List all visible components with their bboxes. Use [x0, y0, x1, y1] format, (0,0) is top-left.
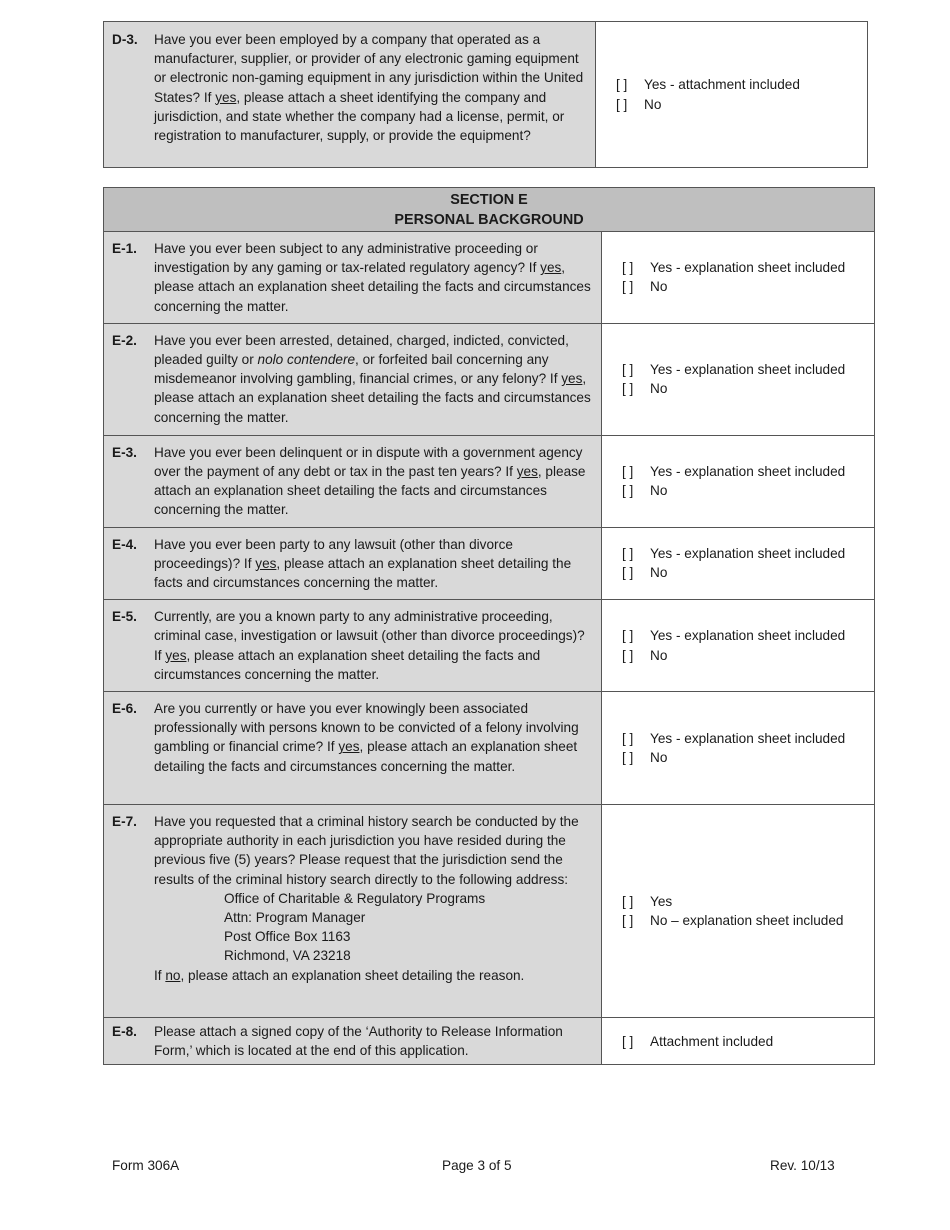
address-line: Attn: Program Manager	[224, 910, 366, 926]
option-yes-checkbox[interactable]: [ ] Yes - explanation sheet included	[622, 260, 846, 276]
answer-cell	[602, 805, 875, 1018]
option-attachment-checkbox[interactable]: [ ] Attachment included	[622, 1033, 774, 1049]
question-cell	[104, 527, 602, 600]
answer-cell	[602, 692, 875, 805]
question-text: Have you ever been subject to any administrative proceeding or investigation by any gaming or tax-related regulatory agency? If yes, please attach an explanation sheet detailing the facts and circumstances concerning the matter.	[154, 241, 591, 314]
question-number: E-4.	[112, 536, 137, 552]
option-no-checkbox[interactable]: [ ] No	[622, 565, 668, 581]
question-row-e2	[104, 323, 875, 435]
answer-cell	[596, 22, 868, 168]
answer-cell	[602, 1018, 875, 1065]
question-row-e4	[104, 527, 875, 600]
option-no-checkbox[interactable]: [ ] No	[622, 279, 668, 295]
question-text-intro: Have you requested that a criminal history search be conducted by the appropriate authority in each jurisdiction you have resided during the previous five (5) years? Please request that the jurisdiction send the results of the criminal history search directly to the following address:	[154, 814, 579, 887]
question-text: Are you currently or have you ever knowingly been associated professionally with persons known to be convicted of a felony involving gambling or financial crime? If yes, please attach an explanation sheet detailing the facts and circumstances concerning the matter.	[154, 701, 579, 774]
question-text: Have you ever been employed by a company that operated as a manufacturer, supplier, or provider of any electronic gaming equipment or electronic non-gaming equipment in any jurisdiction within the United States? If yes, please attach a sheet identifying the company and jurisdiction, and state whether the company had a license, permit, or registration to manufacturer, supply, or provide the equipment?	[154, 32, 584, 144]
option-yes-checkbox[interactable]: [ ] Yes - explanation sheet included	[622, 546, 846, 562]
question-number: E-8.	[112, 1024, 137, 1040]
question-text: Please attach a signed copy of the ‘Authority to Release Information Form,’ which is located at the end of this application.	[154, 1024, 563, 1059]
question-row-e7	[104, 805, 875, 1018]
answer-cell	[602, 323, 875, 435]
option-yes-checkbox[interactable]: [ ] Yes - explanation sheet included	[622, 628, 846, 644]
section-subtitle: PERSONAL BACKGROUND	[394, 212, 584, 228]
question-number: E-2.	[112, 332, 137, 348]
question-cell	[104, 323, 602, 435]
answer-cell	[602, 435, 875, 527]
question-number: E-1.	[112, 241, 137, 256]
question-table-d	[103, 21, 868, 168]
option-yes-checkbox[interactable]: [ ] Yes - explanation sheet included	[622, 464, 846, 480]
answer-cell	[602, 232, 875, 324]
option-no-checkbox[interactable]: [ ] No	[616, 96, 662, 112]
option-yes-checkbox[interactable]: [ ] Yes - attachment included	[616, 77, 800, 93]
option-no-checkbox[interactable]: [ ] No	[622, 647, 668, 663]
question-cell	[104, 600, 602, 692]
option-no-checkbox[interactable]: [ ] No	[622, 750, 668, 766]
option-no-checkbox[interactable]: [ ] No	[622, 483, 668, 499]
question-cell	[104, 805, 602, 1018]
address-line: Richmond, VA 23218	[224, 948, 351, 964]
question-number: E-7.	[112, 814, 137, 830]
address-line: Office of Charitable & Regulatory Programs	[224, 890, 486, 906]
question-text: Have you ever been arrested, detained, charged, indicted, convicted, pleaded guilty or nolo contendere, or forfeited bail concerning any misdemeanor involving gambling, financial crimes, or any felony? If yes, please attach an explanation sheet detailing the facts and circumstances concerning the matter.	[154, 332, 591, 425]
answer-cell	[602, 527, 875, 600]
answer-cell	[602, 600, 875, 692]
question-text: Have you ever been party to any lawsuit (other than divorce proceedings)? If yes, please attach an explanation sheet detailing the facts and circumstances concerning the matter.	[154, 536, 572, 591]
question-cell	[104, 232, 602, 324]
question-row-d3	[104, 22, 868, 168]
question-cell	[104, 1018, 602, 1065]
question-number: E-6.	[112, 701, 137, 717]
question-text: Have you ever been delinquent or in dispute with a government agency over the payment of any debt or tax in the past ten years? If yes, please attach an explanation sheet detailing the facts and circumstances concerning the matter.	[154, 444, 586, 518]
section-header	[104, 188, 875, 232]
footer-revision: Rev. 10/13	[770, 1158, 835, 1173]
option-no-checkbox[interactable]: [ ] No – explanation sheet included	[622, 913, 844, 929]
option-yes-checkbox[interactable]: [ ] Yes - explanation sheet included	[622, 362, 846, 378]
footer-form-number: Form 306A	[112, 1158, 180, 1173]
question-text	[154, 812, 595, 985]
option-no-checkbox[interactable]: [ ] No	[622, 381, 668, 397]
question-row-e1	[104, 232, 875, 324]
question-cell	[104, 692, 602, 805]
question-row-e8	[104, 1018, 875, 1065]
option-yes-checkbox[interactable]: [ ] Yes	[622, 893, 673, 909]
question-text: Currently, are you a known party to any administrative proceeding, criminal case, investigation or lawsuit (other than divorce proceedings)? If yes, please attach an explanation sheet detailing the facts and circumstances concerning the matter.	[154, 609, 585, 682]
question-cell	[104, 22, 596, 168]
address-line: Post Office Box 1163	[224, 929, 351, 945]
section-e-table	[103, 187, 875, 1065]
question-number: E-5.	[112, 609, 137, 625]
question-text-outro: If no, please attach an explanation sheet detailing the reason.	[154, 967, 525, 983]
question-row-e3	[104, 435, 875, 527]
question-number: E-3.	[112, 444, 137, 460]
question-cell	[104, 435, 602, 527]
question-row-e6	[104, 692, 875, 805]
question-number: D-3.	[112, 32, 138, 47]
footer-page-number: Page 3 of 5	[442, 1158, 512, 1173]
mailing-address	[154, 889, 595, 966]
option-yes-checkbox[interactable]: [ ] Yes - explanation sheet included	[622, 730, 846, 746]
section-title: SECTION E	[450, 192, 528, 208]
question-row-e5	[104, 600, 875, 692]
